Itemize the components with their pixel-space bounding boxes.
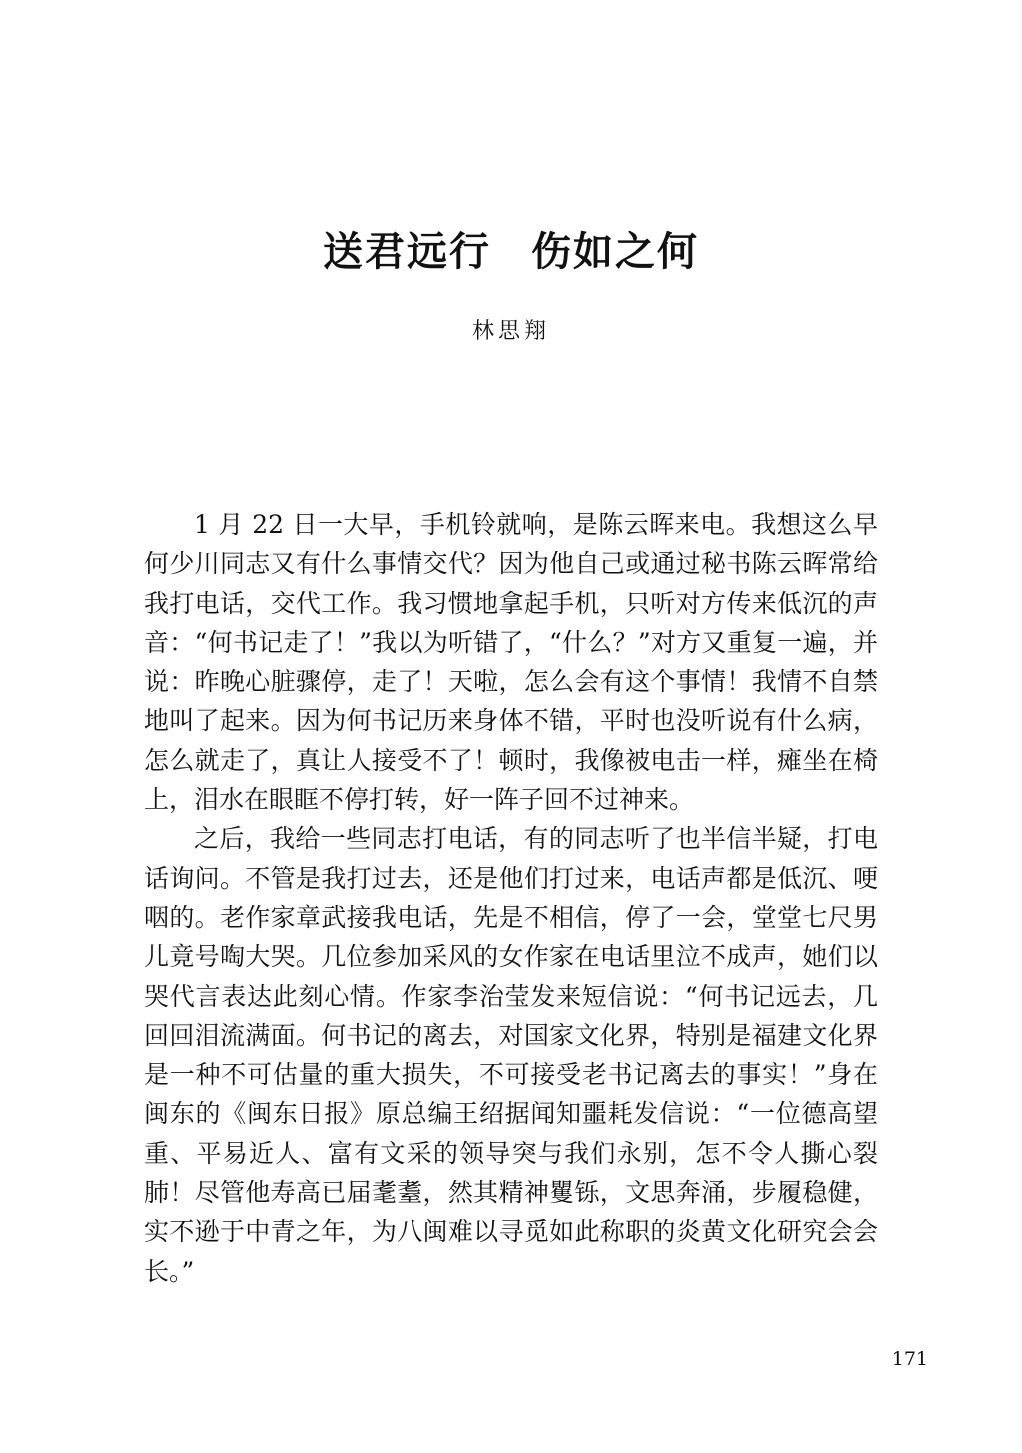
title-part-2: 伤如之何 [531,228,699,275]
page-number: 171 [891,1348,928,1370]
paragraph-2: 之后，我给一些同志打电话，有的同志听了也半信半疑，打电话询问。不管是我打过去，还是他们打过来，电话声都是低沉、哽咽的。老作家章武接我电话，先是不相信，停了一会，堂堂七尺男儿竟号啕大哭。几位参加采风的女作家在电话里泣不成声，她们以哭代言表达此刻心情。作家李治莹发来短信说：“何书记远去，几回回泪流满面。何书记的离去，对国家文化界，特别是福建文化界是一种不可估量的重大损失，不可接受老书记离去的事实！”身在闽东的《闽东日报》原总编王绍据闻知噩耗发信说：“一位德高望重、平易近人、富有文采的领导突与我们永别，怎不令人撕心裂肺！尽管他寿高已届耄耋，然其精神矍铄，文思奔涌，步履稳健，实不逊于中青之年，为八闽难以寻觅如此称职的炎黄文化研究会会长。” [144,824,878,1286]
paragraph-1: 1 月 22 日一大早，手机铃就响，是陈云晖来电。我想这么早何少川同志又有什么事情交代？因为他自己或通过秘书陈云晖常给我打电话，交代工作。我习惯地拿起手机，只听对方传来低沉的声音：“何书记走了！”我以为听错了，“什么？”对方又重复一遍，并说：昨晚心脏骤停，走了！天啦，怎么会有这个事情！我情不自禁地叫了起来。因为何书记历来身体不错，平时也没听说有什么病，怎么就走了，真让人接受不了！顿时，我像被电击一样，瘫坐在椅上，泪水在眼眶不停打转，好一阵子回不过神来。 [144,510,878,815]
author-name: 林思翔 [471,319,550,344]
page-title [0,224,1022,280]
article-body [144,505,878,1291]
title-part-1: 送君远行 [323,228,491,275]
